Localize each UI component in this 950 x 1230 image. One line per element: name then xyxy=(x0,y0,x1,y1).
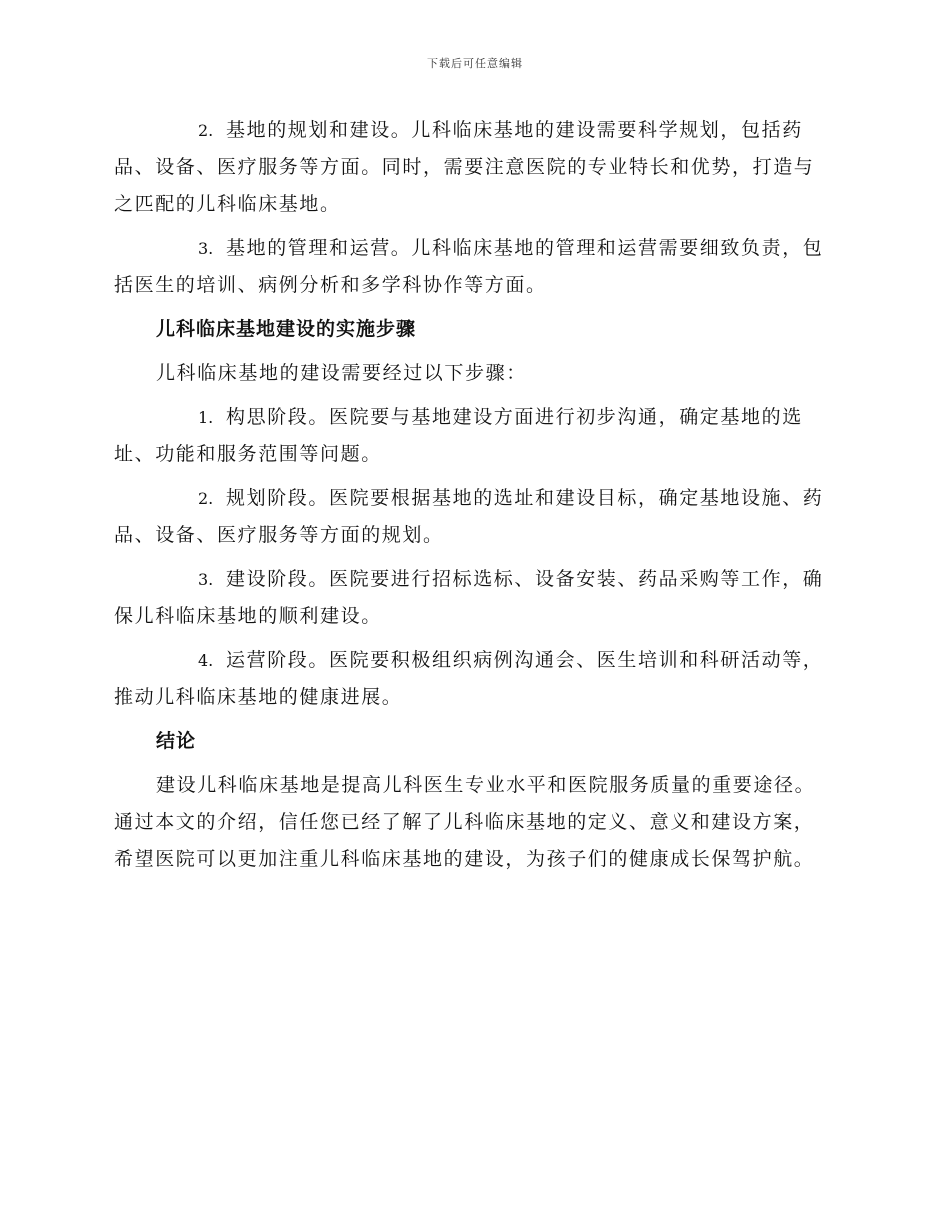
list-item-text: 运营阶段。医院要积极组织病例沟通会、医生培训和科研活动等，推动儿科临床基地的健康进展。 xyxy=(114,649,824,708)
conclusion-paragraph: 建设儿科临床基地是提高儿科医生专业水平和医院服务质量的重要途径。通过本文的介绍，信任您已经了解了儿科临床基地的定义、意义和建设方案，希望医院可以更加注重儿科临床基地的建设，为孩子们的健康成长保驾护航。 xyxy=(114,774,816,870)
list-item-number: 4. xyxy=(198,651,214,670)
list-item xyxy=(114,112,832,223)
steps-intro: 儿科临床基地的建设需要经过以下步骤： xyxy=(156,362,527,384)
list-item-text: 基地的管理和运营。儿科临床基地的管理和运营需要细致负责，包括医生的培训、病例分析和多学科协作等方面。 xyxy=(114,237,824,296)
list-item-text: 规划阶段。医院要根据基地的选址和建设目标，确定基地设施、药品、设备、医疗服务等方面的规划。 xyxy=(114,487,824,546)
list-item-number: 1. xyxy=(198,408,214,427)
list-item-text: 建设阶段。医院要进行招标选标、设备安装、药品采购等工作，确保儿科临床基地的顺利建设。 xyxy=(114,568,824,627)
list-item-text: 基地的规划和建设。儿科临床基地的建设需要科学规划，包括药品、设备、医疗服务等方面。同时，需要注意医院的专业特长和优势，打造与之匹配的儿科临床基地。 xyxy=(114,119,815,215)
list-item xyxy=(114,561,832,635)
list-item-text: 构思阶段。医院要与基地建设方面进行初步沟通，确定基地的选址、功能和服务范围等问题。 xyxy=(114,406,803,465)
list-item-number: 3. xyxy=(198,239,214,258)
document-body xyxy=(114,112,832,885)
list-item-number: 2. xyxy=(198,489,214,508)
header-note: 下载后可任意编辑 xyxy=(427,57,523,70)
list-item xyxy=(114,230,832,304)
list-item xyxy=(114,480,832,554)
list-item xyxy=(114,399,832,473)
section-heading-steps: 儿科临床基地建设的实施步骤 xyxy=(156,318,417,340)
section-heading-conclusion: 结论 xyxy=(156,730,197,752)
list-item-number: 2. xyxy=(198,121,214,140)
list-item xyxy=(114,642,832,716)
list-item-number: 3. xyxy=(198,570,214,589)
